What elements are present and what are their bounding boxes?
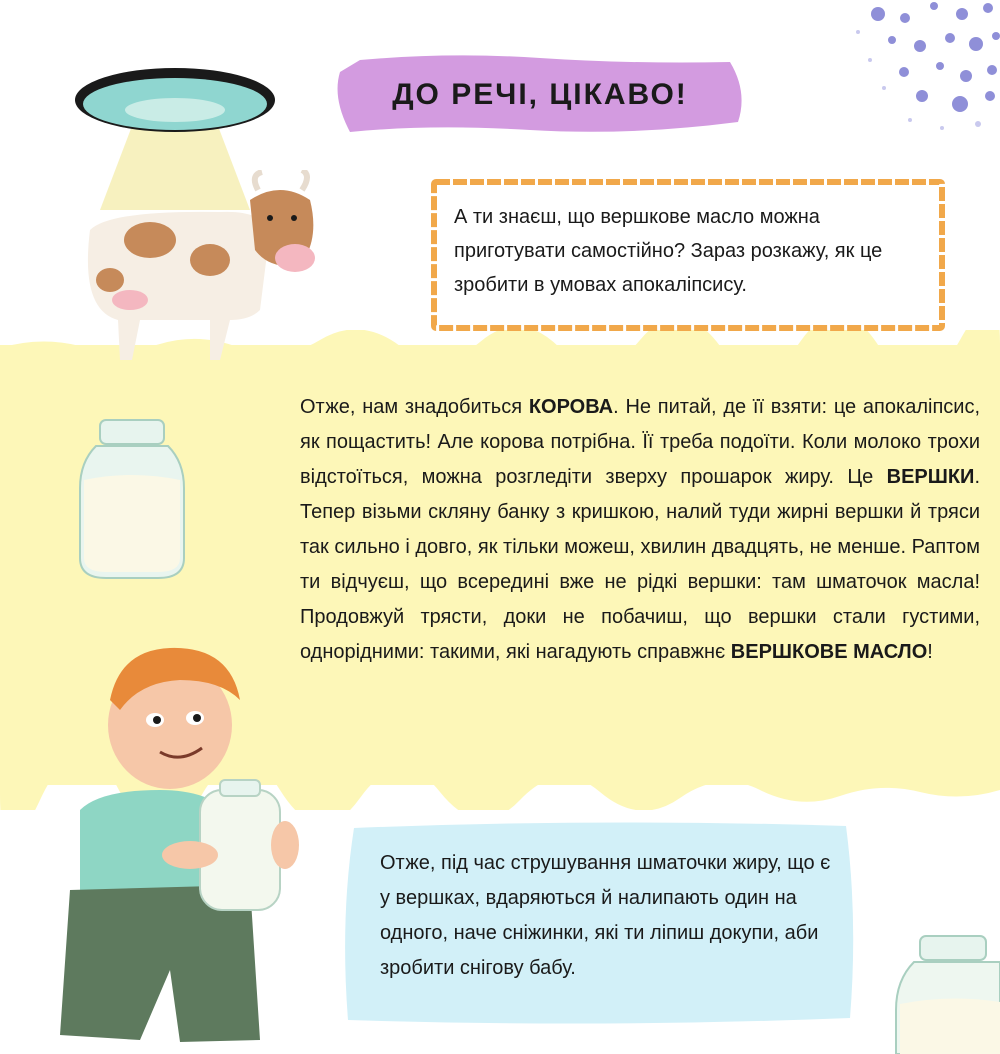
intro-box xyxy=(428,176,948,334)
main-text-part-4: ! xyxy=(927,641,933,663)
main-text-part-2: . Не питай, де її взяти: це апокаліпсис, як пощастить! Але корова потрібна. Її треба подоїти. Коли молоко трохи відстоїться, можна розгледіти зверху прошарок жиру. Це xyxy=(300,396,980,488)
note-box xyxy=(340,818,860,1028)
main-paragraph xyxy=(300,390,980,670)
milk-jar-illustration xyxy=(76,418,188,580)
decorative-dots xyxy=(800,0,1000,140)
cow-keyword: КОРОВА xyxy=(528,396,614,418)
title-banner xyxy=(330,52,750,138)
cream-keyword: ВЕРШКИ xyxy=(886,466,975,488)
main-text-part-1: Отже, нам знадобиться xyxy=(300,396,529,418)
page-title: ДО РЕЧІ, ЦІКАВО! xyxy=(392,78,688,111)
intro-text: А ти знаєш, що вершкове масло можна приготувати самостійно? Зараз розкажу, як це зробити в умовах апокаліпсису. xyxy=(454,206,883,296)
jar-corner-illustration xyxy=(890,930,1000,1054)
note-text: Отже, під час струшування шматочки жиру, що є у вершках, вдаряються й налипають один на одного, наче сніжинки, які ти ліпиш докупи, аби зробити снігову бабу. xyxy=(380,852,831,979)
main-text-part-3: . Тепер візьми скляну банку з кришкою, налий туди жирні вершки й тряси так сильно і довго, як тільки можеш, хвилин двадцять, не менше. Раптом ти відчуєш, що всередині вже не рідкі вершки: там шматочок масла! Продовжуй трясти, доки не побачиш, що вершки стали густими, однорідними: такими, які нагадують справжнє xyxy=(300,466,980,663)
boy-illustration xyxy=(60,640,320,1050)
cow-illustration xyxy=(70,170,340,370)
butter-keyword: ВЕРШКОВЕ МАСЛО xyxy=(730,641,928,663)
